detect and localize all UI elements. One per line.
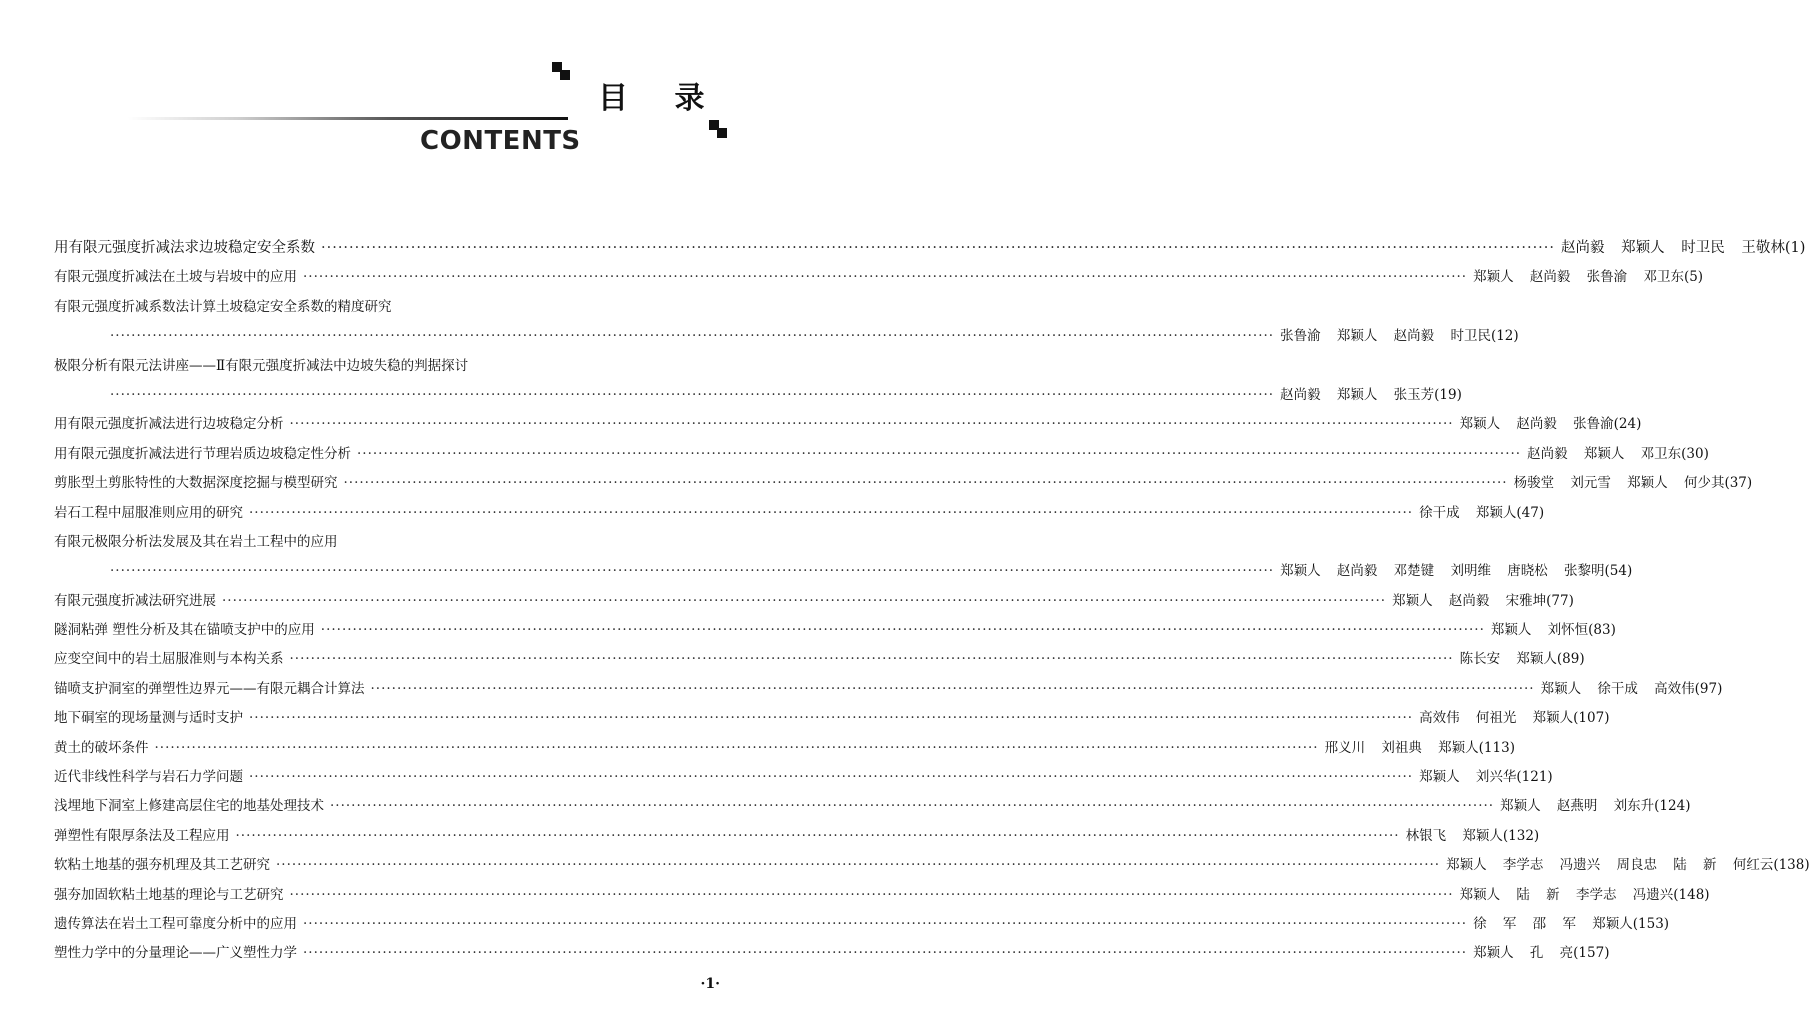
toc-leader-dots: ····························································································································································································································	[289, 886, 1454, 903]
toc-leader-dots: ····························································································································································································································	[249, 710, 1414, 727]
toc-entry[interactable]	[54, 618, 1616, 647]
toc-leader-dots: ····························································································································································································································	[321, 240, 1556, 256]
toc-leader-dots: ····························································································································································································································	[343, 475, 1508, 492]
toc-entry-title: 有限元极限分析法发展及其在岩土工程中的应用	[54, 533, 338, 550]
toc-leader-dots: ····························································································································································································································	[110, 386, 1275, 403]
header-rule	[128, 117, 568, 120]
toc-entry-authors-page: 邢义川 刘祖典 郑颖人(113)	[1324, 739, 1515, 756]
toc-leader-dots: ····························································································································································································································	[303, 945, 1468, 962]
toc-entry-authors-page: 郑颖人 徐干成 高效伟(97)	[1540, 680, 1723, 697]
toc-entry[interactable]	[54, 794, 1691, 823]
toc-leader-dots: ····························································································································································································································	[330, 798, 1495, 815]
toc-entry-title: 塑性力学中的分量理论——广义塑性力学	[54, 945, 297, 962]
toc-entry-title: 隧洞粘弹 塑性分析及其在锚喷支护中的应用	[54, 622, 315, 639]
toc-entry[interactable]	[54, 647, 1585, 676]
toc-entry-authors-page: 郑颖人 李学志 冯遗兴 周良忠 陆 新 何红云(138)	[1446, 857, 1810, 874]
toc-entry-authors-page: 陈长安 郑颖人(89)	[1459, 651, 1585, 668]
toc-entry[interactable]	[54, 853, 1810, 882]
toc-entry-title: 强夯加固软粘土地基的理论与工艺研究	[54, 886, 284, 903]
toc-entry[interactable]	[54, 941, 1610, 970]
toc-leader-dots: ····························································································································································································································	[235, 827, 1400, 844]
toc-entry-title: 黄土的破坏条件	[54, 739, 149, 756]
toc-leader-dots: ····························································································································································································································	[370, 680, 1535, 697]
toc-entry[interactable]	[54, 324, 1519, 353]
toc-entry[interactable]	[54, 295, 730, 324]
toc-entry-authors-page: 郑颖人 陆 新 李学志 冯遗兴(148)	[1459, 886, 1710, 903]
toc-entry-authors-page: 郑颖人 赵尚毅 张鲁渝(24)	[1459, 416, 1642, 433]
toc-entry-authors-page: 赵尚毅 郑颖人 邓卫东(30)	[1527, 445, 1709, 462]
toc-leader-dots: ····························································································································································································································	[276, 857, 1441, 874]
toc-entry[interactable]	[54, 530, 730, 559]
toc-leader-dots: ····························································································································································································································	[289, 651, 1454, 668]
toc-entry[interactable]	[54, 383, 1462, 412]
page-number: ·1·	[700, 976, 720, 992]
toc-entry[interactable]	[54, 559, 1633, 588]
toc-entry-title: 浅埋地下洞室上修建高层住宅的地基处理技术	[54, 798, 324, 815]
decor-square	[560, 70, 570, 80]
toc-entry-title: 遗传算法在岩土工程可靠度分析中的应用	[54, 915, 297, 932]
toc-entry-authors-page: 郑颖人 赵燕明 刘东升(124)	[1500, 798, 1691, 815]
toc-leader-dots: ····························································································································································································································	[357, 445, 1522, 462]
toc-leader-dots: ····························································································································································································································	[320, 622, 1485, 639]
toc-entry[interactable]	[54, 589, 1574, 618]
toc-leader-dots: ····························································································································································································································	[289, 416, 1454, 433]
toc-entry[interactable]	[54, 471, 1753, 500]
toc-entry[interactable]	[54, 706, 1610, 735]
toc-entry-title: 用有限元强度折减法进行边坡稳定分析	[54, 416, 284, 433]
toc-leader-dots: ····························································································································································································································	[249, 504, 1414, 521]
page-subtitle: CONTENTS	[420, 126, 581, 156]
toc-entry[interactable]	[54, 412, 1642, 441]
toc-entry-authors-page: 赵尚毅 郑颖人 张玉芳(19)	[1280, 386, 1462, 403]
toc-entry[interactable]	[54, 236, 1806, 265]
toc-entry-authors-page: 赵尚毅 郑颖人 时卫民 王敬林(1)	[1561, 240, 1806, 256]
toc-entry-authors-page: 杨骏堂 刘元雪 郑颖人 何少其(37)	[1513, 475, 1753, 492]
toc-entry[interactable]	[54, 354, 730, 383]
toc-entry[interactable]	[54, 736, 1515, 765]
toc-entry-title: 软粘土地基的强夯机理及其工艺研究	[54, 857, 270, 874]
toc-entry-authors-page: 郑颖人 赵尚毅 邓楚键 刘明维 唐晓松 张黎明(54)	[1280, 563, 1633, 580]
table-of-contents	[54, 236, 1810, 971]
toc-entry-title: 应变空间中的岩土屈服准则与本构关系	[54, 651, 284, 668]
toc-entry[interactable]	[54, 265, 1704, 294]
toc-entry-title: 有限元强度折减法研究进展	[54, 592, 216, 609]
toc-leader-dots: ····························································································································································································································	[110, 328, 1275, 345]
toc-entry-authors-page: 徐 军 邵 军 郑颖人(153)	[1473, 915, 1670, 932]
toc-entry-title: 近代非线性科学与岩石力学问题	[54, 769, 243, 786]
toc-entry-authors-page: 郑颖人 刘怀恒(83)	[1490, 622, 1616, 639]
toc-entry-title: 弹塑性有限厚条法及工程应用	[54, 827, 230, 844]
toc-entry-title: 极限分析有限元法讲座——Ⅱ有限元强度折减法中边坡失稳的判据探讨	[54, 357, 469, 374]
toc-leader-dots: ····························································································································································································································	[303, 915, 1468, 932]
toc-leader-dots: ····························································································································································································································	[110, 563, 1275, 580]
toc-entry[interactable]	[54, 912, 1670, 941]
toc-entry-authors-page: 徐干成 郑颖人(47)	[1419, 504, 1545, 521]
toc-leader-dots: ····························································································································································································································	[249, 769, 1414, 786]
toc-entry-authors-page: 郑颖人 赵尚毅 张鲁渝 邓卫东(5)	[1473, 269, 1704, 286]
toc-entry-title: 用有限元强度折减法进行节理岩质边坡稳定性分析	[54, 445, 351, 462]
toc-entry[interactable]	[54, 883, 1710, 912]
toc-entry-authors-page: 张鲁渝 郑颖人 赵尚毅 时卫民(12)	[1280, 328, 1519, 345]
toc-entry-authors-page: 郑颖人 孔 亮(157)	[1473, 945, 1610, 962]
toc-leader-dots: ····························································································································································································································	[222, 592, 1387, 609]
toc-entry-title: 有限元强度折减系数法计算土坡稳定安全系数的精度研究	[54, 298, 392, 315]
toc-entry-title: 用有限元强度折减法求边坡稳定安全系数	[54, 240, 315, 256]
toc-entry-authors-page: 高效伟 何祖光 郑颖人(107)	[1419, 710, 1610, 727]
toc-entry-title: 锚喷支护洞室的弹塑性边界元——有限元耦合计算法	[54, 680, 365, 697]
toc-entry-authors-page: 郑颖人 赵尚毅 宋雅坤(77)	[1392, 592, 1574, 609]
toc-entry-authors-page: 郑颖人 刘兴华(121)	[1419, 769, 1553, 786]
toc-entry-authors-page: 林银飞 郑颖人(132)	[1405, 827, 1540, 844]
decor-square	[717, 128, 727, 138]
toc-entry-title: 剪胀型土剪胀特性的大数据深度挖掘与模型研究	[54, 475, 338, 492]
toc-entry[interactable]	[54, 765, 1553, 794]
toc-entry-title: 地下硐室的现场量测与适时支护	[54, 710, 243, 727]
page-title: 目 录	[598, 81, 723, 116]
toc-entry[interactable]	[54, 824, 1540, 853]
toc-leader-dots: ····························································································································································································································	[154, 739, 1319, 756]
toc-entry-title: 岩石工程中屈服准则应用的研究	[54, 504, 243, 521]
toc-entry[interactable]	[54, 501, 1545, 530]
toc-leader-dots: ····························································································································································································································	[303, 269, 1468, 286]
toc-entry[interactable]	[54, 677, 1723, 706]
toc-entry[interactable]	[54, 442, 1709, 471]
toc-entry-title: 有限元强度折减法在土坡与岩坡中的应用	[54, 269, 297, 286]
